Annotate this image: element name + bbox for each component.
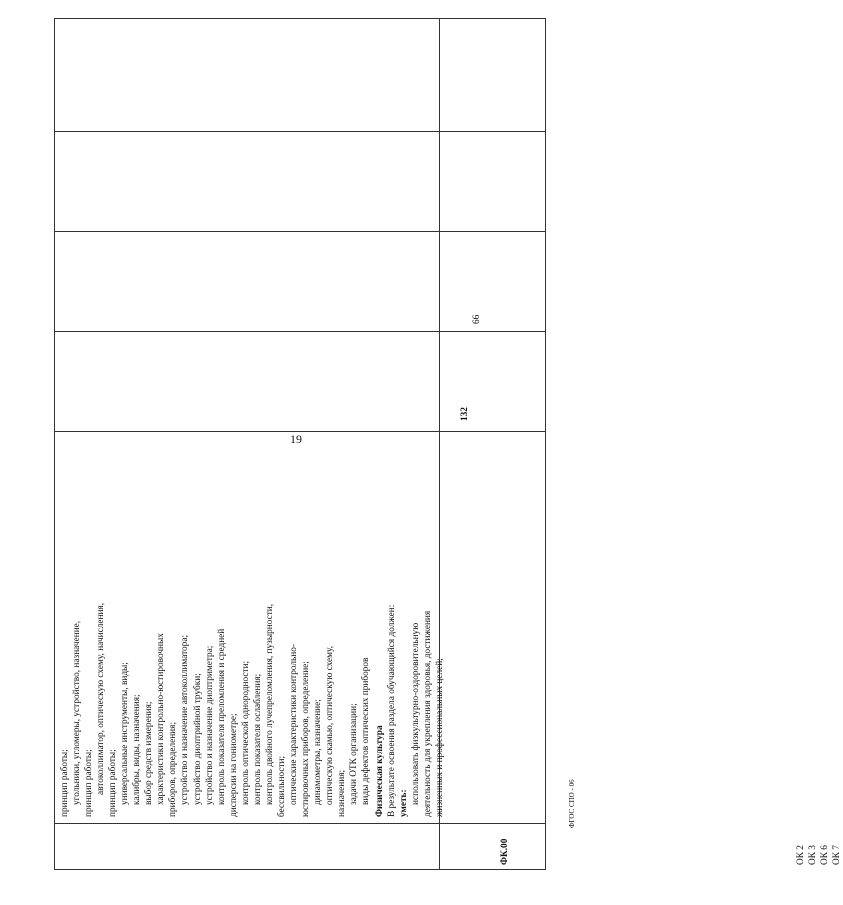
text-line: динамометры, назначение; <box>312 699 323 805</box>
text-line: бессвильности; <box>276 755 287 817</box>
text-line: приборов, определения; <box>168 721 179 817</box>
learning-intro: В результате освоения раздела обучающийся должен: <box>387 604 398 817</box>
previous-row-lines <box>59 435 372 817</box>
text-line: устройство и назначение автоколлиматора; <box>180 634 191 805</box>
text-line: использовать физкультурно-оздоровительную <box>411 622 422 805</box>
text-line: задачи ОТК организации; <box>349 703 360 805</box>
competency-code: ОК 7 <box>832 845 843 865</box>
competency-code: ОК 2 <box>796 845 806 865</box>
max-load-value: 132 <box>460 407 470 421</box>
text-line: принцип работы; <box>60 749 70 817</box>
text-line: принцип работы; <box>84 749 95 817</box>
text-line: контроль показателя ослабления; <box>252 673 263 805</box>
text-line: деятельность для укрепления здоровья, достижения <box>423 610 434 817</box>
knowledge-description-cell <box>59 435 447 817</box>
column-divider <box>55 131 545 132</box>
text-line: жизненных и профессиональных целей; <box>435 658 446 817</box>
skills-lines <box>410 435 446 817</box>
text-line: выбор средств измерения; <box>144 701 155 805</box>
column-divider <box>55 231 545 232</box>
text-line: угольники, угломеры, устройство, назначение, <box>72 620 83 805</box>
text-line: назначения; <box>337 769 348 817</box>
discipline-title: Физическая культура <box>375 725 386 817</box>
text-line: контроль показателя преломления и средней <box>216 628 227 805</box>
competency-code: ОК 3 <box>808 845 819 865</box>
text-line: виды дефектов оптических приборов <box>361 657 372 805</box>
text-line: универсальные инструменты, виды; <box>120 662 131 805</box>
footer-code: ФГОС СПО - 06 <box>568 779 576 828</box>
class-hours-value: 66 <box>472 314 482 324</box>
text-line: оптическую скамью, оптическую схему, <box>325 645 336 805</box>
discipline-code: ФК.00 <box>500 838 510 865</box>
text-line: устройство диоптрийной трубки; <box>192 673 203 805</box>
text-line: устройство и назначение диоптриметра; <box>204 645 215 805</box>
page-number: 19 <box>290 432 302 446</box>
text-line: юстировочных приборов, определение; <box>300 661 311 817</box>
text-line: принцип работы; <box>108 749 119 817</box>
text-line: контроль оптической однородности; <box>240 660 251 805</box>
skills-label: уметь: <box>399 789 410 817</box>
text-line: автоколлиматор, оптическую схему, начисления, <box>96 602 107 795</box>
text-line: контроль двойного лучепреломления, пузырности, <box>264 603 275 805</box>
text-line: калибры, виды, назначения; <box>132 694 143 805</box>
competencies-list <box>795 845 843 865</box>
text-line: характеристики контрольно-юстировочных <box>156 633 167 805</box>
text-line: дисперсии на гониометре; <box>228 713 239 817</box>
column-divider <box>55 331 545 332</box>
text-line: оптические характеристики контрольно- <box>288 644 299 805</box>
competency-code: ОК 6 <box>820 845 831 865</box>
column-divider <box>55 823 545 824</box>
